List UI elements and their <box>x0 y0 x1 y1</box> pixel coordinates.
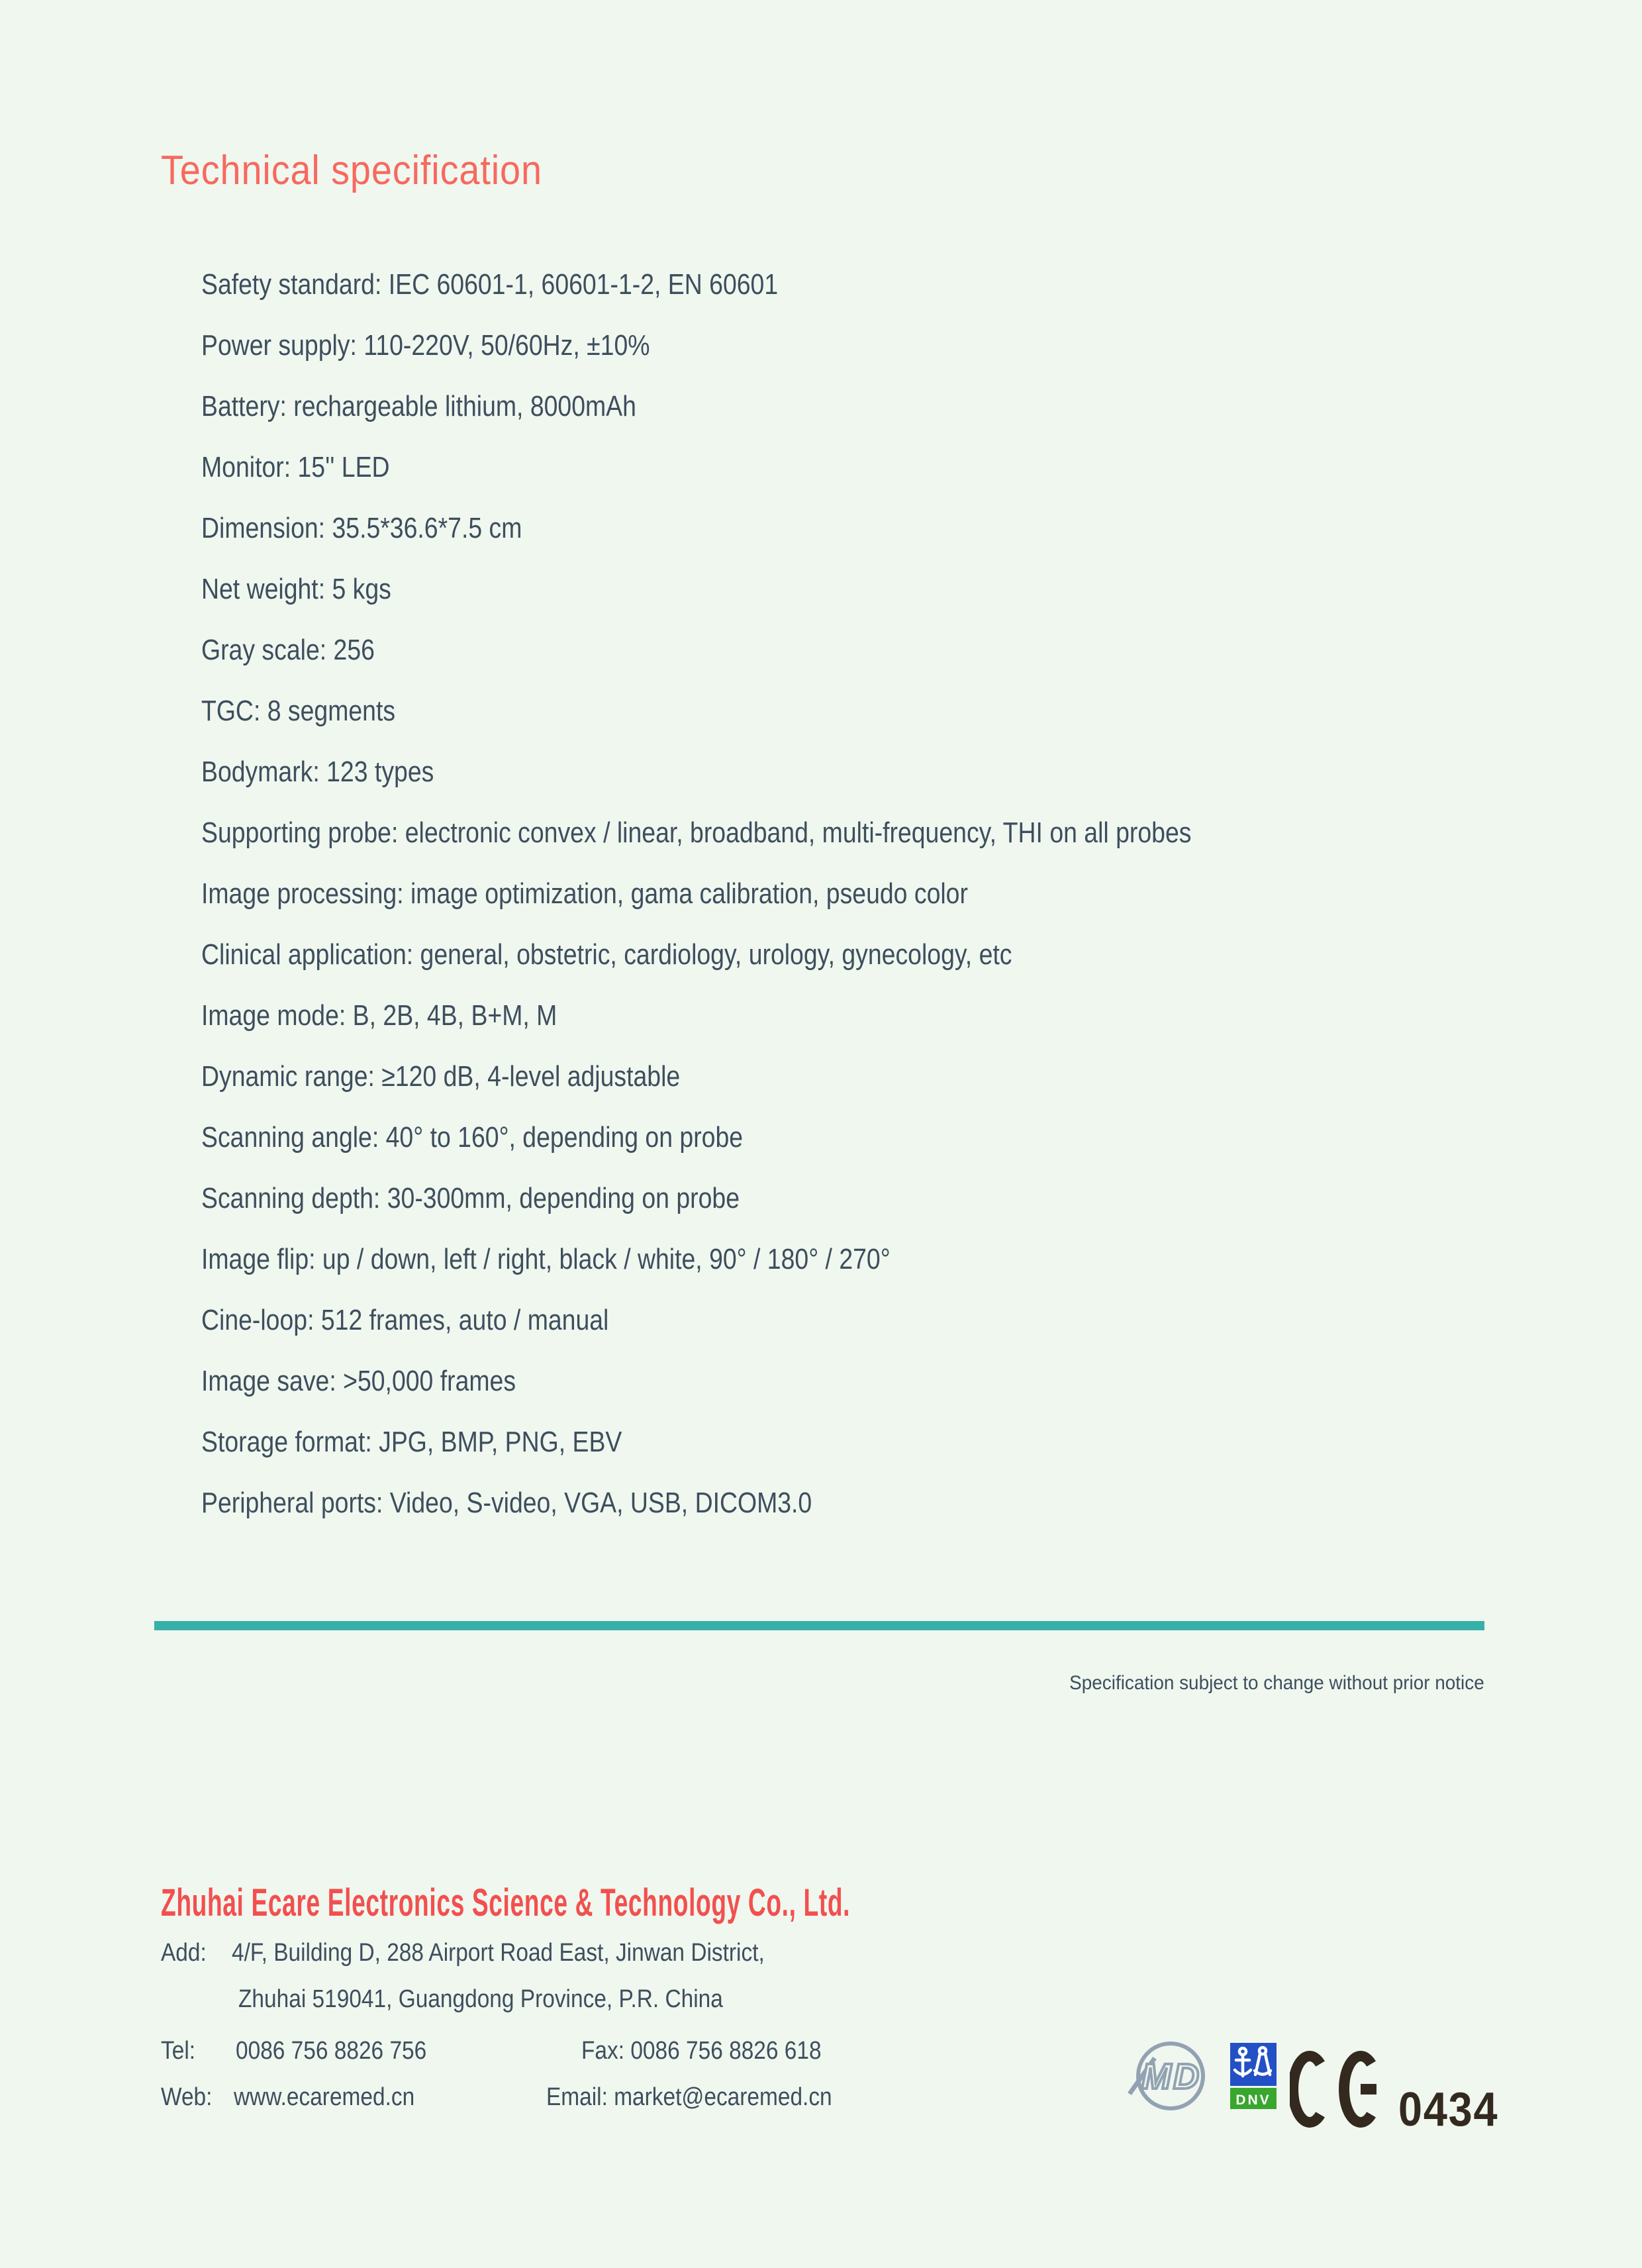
spec-line <box>201 1107 1366 1168</box>
dnv-logo-icon <box>1230 2043 1277 2109</box>
spec-line <box>201 1229 1366 1290</box>
spec-line-text: Dynamic range: ≥120 dB, 4-level adjustable <box>201 1060 681 1093</box>
spec-line <box>201 1046 1366 1107</box>
spec-line-text: Storage format: JPG, BMP, PNG, EBV <box>201 1426 622 1458</box>
tel-label: Tel: <box>161 2037 196 2065</box>
spec-line-text: Image save: >50,000 frames <box>201 1365 516 1397</box>
spec-line <box>201 1412 1366 1473</box>
spec-line <box>201 924 1366 985</box>
address-label: Add: <box>161 1939 207 1967</box>
spec-line <box>201 498 1366 559</box>
tel-value: 0086 756 8826 756 <box>236 2037 427 2065</box>
spec-line <box>201 376 1366 437</box>
md-logo-icon <box>1126 2038 1218 2114</box>
spec-list <box>201 254 1366 1534</box>
spec-line <box>201 620 1366 681</box>
spec-line-text: Battery: rechargeable lithium, 8000mAh <box>201 390 636 422</box>
spec-line-text: Monitor: 15'' LED <box>201 451 390 483</box>
company-name-text: Zhuhai Ecare Electronics Science & Technology Co., Ltd. <box>161 1881 851 1924</box>
spec-line-text: Image mode: B, 2B, 4B, B+M, M <box>201 999 557 1032</box>
md-certification-logo <box>1126 2038 1218 2114</box>
spec-line-text: Peripheral ports: Video, S-video, VGA, USB, DICOM3.0 <box>201 1487 812 1519</box>
section-divider <box>154 1621 1484 1630</box>
spec-line-text: Scanning angle: 40° to 160°, depending on probe <box>201 1121 744 1154</box>
spec-line <box>201 315 1366 376</box>
spec-line-text: Safety standard: IEC 60601-1, 60601-1-2, EN 60601 <box>201 268 779 301</box>
spec-line-text: Image flip: up / down, left / right, black / white, 90° / 180° / 270° <box>201 1243 891 1275</box>
web-value: www.ecaremed.cn <box>234 2083 415 2111</box>
spec-line-text: Image processing: image optimization, gama calibration, pseudo color <box>201 877 968 910</box>
spec-line <box>201 681 1366 742</box>
spec-line-text: Bodymark: 123 types <box>201 756 434 788</box>
spec-line <box>201 1473 1366 1534</box>
fax-text: Fax: 0086 756 8826 618 <box>581 2037 822 2065</box>
spec-line-text: TGC: 8 segments <box>201 695 396 727</box>
spec-line <box>201 803 1366 863</box>
spec-line <box>201 1290 1366 1351</box>
spec-line-text: Supporting probe: electronic convex / linear, broadband, multi-frequency, THI on all probes <box>201 816 1192 849</box>
svg-text:DNV: DNV <box>1235 2093 1271 2108</box>
spec-line-text: Dimension: 35.5*36.6*7.5 cm <box>201 512 522 544</box>
spec-line <box>201 1168 1366 1229</box>
spec-line <box>201 254 1366 315</box>
notified-body-number: 0434 <box>1398 2083 1499 2136</box>
ce-mark-icon <box>1290 2049 1389 2130</box>
spec-line <box>201 1351 1366 1412</box>
spec-line <box>201 437 1366 498</box>
svg-text:MD: MD <box>1141 2057 1201 2096</box>
email-text: Email: market@ecaremed.cn <box>546 2083 832 2111</box>
address-line2: Zhuhai 519041, Guangdong Province, P.R. China <box>238 1985 723 2013</box>
disclaimer-text: Specification subject to change without prior notice <box>1069 1672 1484 1694</box>
disclaimer-note <box>1038 1670 1484 1697</box>
spec-line-text: Net weight: 5 kgs <box>201 573 391 605</box>
page-title-text: Technical specification <box>161 148 542 193</box>
web-label: Web: <box>161 2083 213 2111</box>
spec-line <box>201 863 1366 924</box>
spec-line <box>201 559 1366 620</box>
dnv-certification-logo <box>1230 2043 1277 2109</box>
spec-line <box>201 985 1366 1046</box>
address-line1: 4/F, Building D, 288 Airport Road East, Jinwan District, <box>232 1939 765 1967</box>
spec-line-text: Cine-loop: 512 frames, auto / manual <box>201 1304 609 1336</box>
spec-line-text: Scanning depth: 30-300mm, depending on probe <box>201 1182 740 1214</box>
ce-mark-svg <box>1290 2049 1389 2130</box>
spec-line-text: Power supply: 110-220V, 50/60Hz, ±10% <box>201 329 650 362</box>
spec-line <box>201 742 1366 803</box>
spec-line-text: Gray scale: 256 <box>201 634 375 666</box>
page-title <box>161 147 585 195</box>
company-name <box>161 1882 1238 1924</box>
spec-line-text: Clinical application: general, obstetric, cardiology, urology, gynecology, etc <box>201 938 1012 971</box>
